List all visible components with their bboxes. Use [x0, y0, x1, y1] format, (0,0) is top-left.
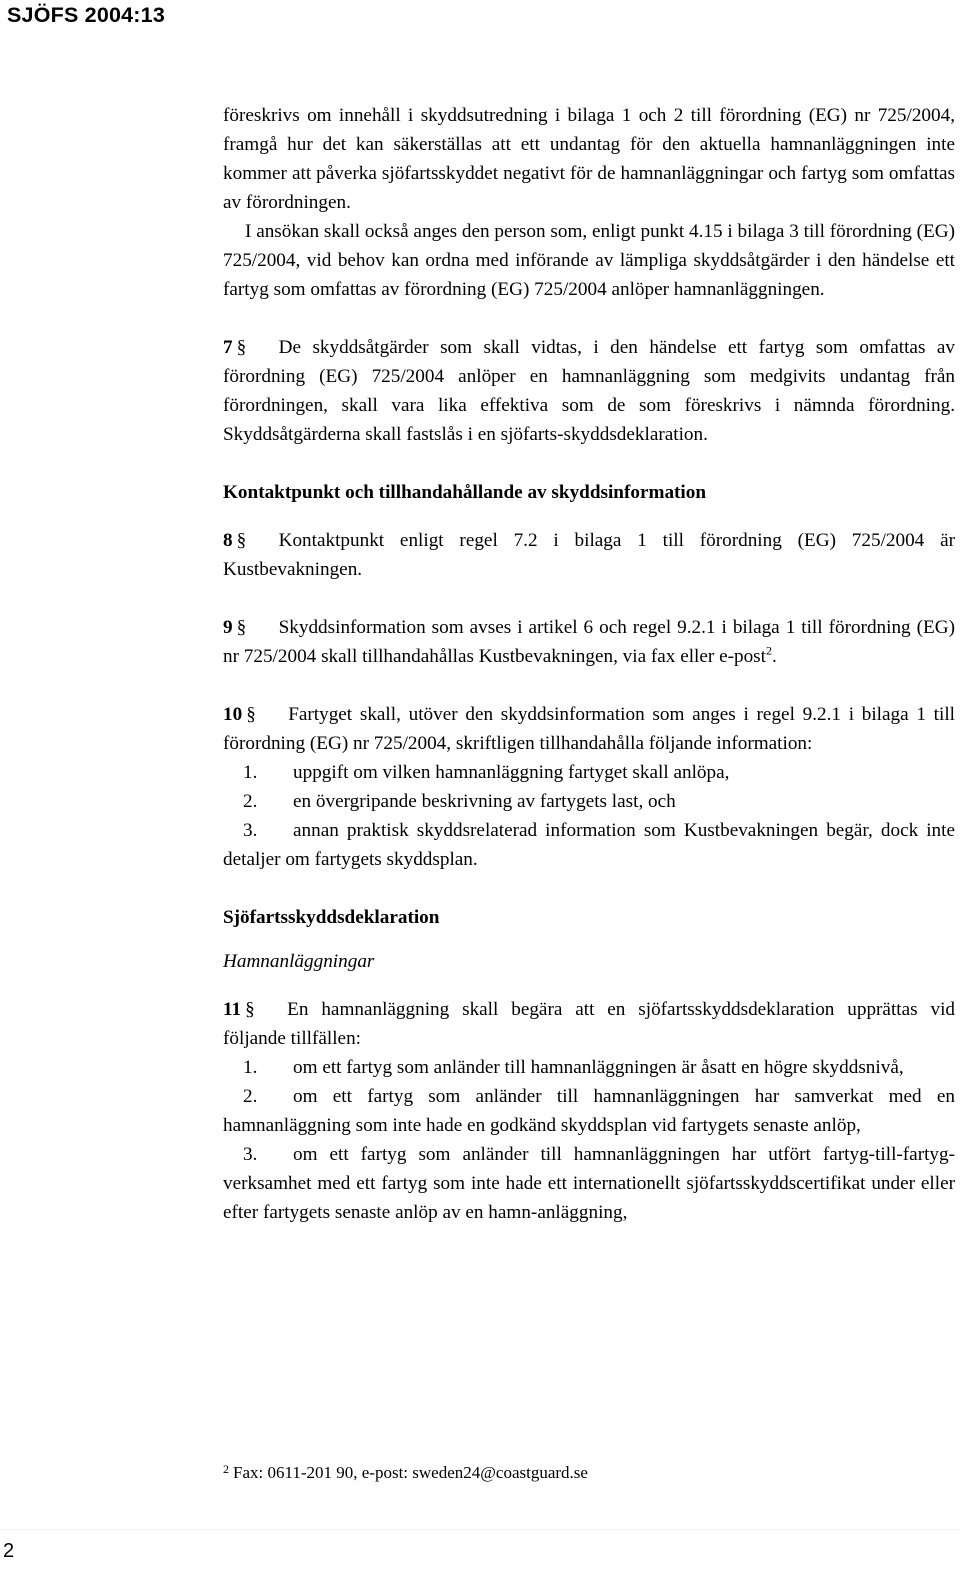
- footnote-text: Fax: 0611-201 90, e-post: sweden24@coastguard.se: [233, 1463, 588, 1482]
- list-text: en övergripande beskrivning av fartygets last, och: [293, 791, 676, 812]
- paragraph-text: En hamnanläggning skall begära att en sjöfartsskyddsdeklaration upprättas vid följande tillfällen:: [223, 999, 955, 1049]
- list-text: om ett fartyg som anländer till hamnanläggningen har samverkat med en hamnanläggning som inte hade en godkänd skyddsplan vid fartygets senaste anlöp,: [223, 1086, 955, 1136]
- paragraph-number: 9: [223, 617, 233, 638]
- paragraph-10: [223, 700, 955, 758]
- paragraph-text: Fartyget skall, utöver den skyddsinformation som anges i regel 9.2.1 i bilaga 1 till förordning (EG) nr 725/2004, skriftligen tillhandahålla följande information:: [223, 704, 955, 754]
- list-item: [223, 758, 955, 787]
- paragraph-11: [223, 995, 955, 1053]
- paragraph-number: 8: [223, 530, 233, 551]
- paragraph-text: Kontaktpunkt enligt regel 7.2 i bilaga 1 till förordning (EG) 725/2004 är Kustbevakningen.: [223, 530, 955, 580]
- paragraph-8: [223, 526, 955, 584]
- paragraph-number: 7: [223, 337, 233, 358]
- section-heading: Kontaktpunkt och tillhandahållande av skyddsinformation: [223, 482, 707, 503]
- list-number: 3.: [243, 820, 258, 841]
- intro-paragraph-2: I ansökan skall också anges den person som, enligt punkt 4.15 i bilaga 3 till förordning (EG) 725/2004, vid behov kan ordna med införande av lämpliga skyddsåtgärder i den händelse ett fartyg som omfattas av förordning (EG) 725/2004 anlöper hamnanläggningen.: [223, 221, 955, 300]
- intro-paragraph-1: föreskrivs om innehåll i skyddsutredning i bilaga 1 och 2 till förordning (EG) nr 725/2004, framgå hur det kan säkerställas att ett undantag för den aktuella hamnanläggningen inte kommer att påverka sjöfartsskyddet negativt för de hamnanläggningar och fartyg som omfattas av förordningen.: [223, 105, 955, 213]
- paragraph-text: Skyddsinformation som avses i artikel 6 och regel 9.2.1 i bilaga 1 till förordning (EG) nr 725/2004 skall tillhandahållas Kustbevakningen, via fax eller e-post: [223, 617, 955, 667]
- list-item: [223, 816, 955, 874]
- list-text: om ett fartyg som anländer till hamnanläggningen har utfört fartyg-till-fartyg-verksamhet med ett fartyg som inte hade ett internationellt sjöfartsskyddscertifikat under eller efter fartygets senaste anlöp av en hamn-anläggning,: [223, 1144, 955, 1223]
- list-number: 3.: [243, 1144, 258, 1165]
- list-text: annan praktisk skyddsrelaterad information som Kustbevakningen begär, dock inte detaljer om fartygets skyddsplan.: [223, 820, 955, 870]
- paragraph-end: .: [771, 646, 777, 667]
- paragraph-number: 10: [223, 704, 243, 725]
- list-item: [223, 1053, 955, 1082]
- section-symbol: §: [245, 999, 255, 1020]
- section-symbol: §: [236, 337, 247, 358]
- section-symbol: §: [236, 617, 247, 638]
- footnote: [223, 1462, 588, 1484]
- list-number: 2.: [243, 791, 258, 812]
- section-heading: Sjöfartsskyddsdeklaration: [223, 907, 440, 928]
- document-body: [223, 101, 955, 1227]
- section-symbol: §: [246, 704, 256, 725]
- paragraph-9: [223, 613, 955, 671]
- list-number: 1.: [243, 762, 258, 783]
- page-divider: [0, 1529, 960, 1530]
- footnote-number: 2: [223, 1462, 229, 1476]
- list-item: [223, 787, 955, 816]
- paragraph-7: [223, 333, 955, 449]
- list-number: 1.: [243, 1057, 258, 1078]
- list-item: [223, 1140, 955, 1227]
- list-text: uppgift om vilken hamnanläggning fartyget skall anlöpa,: [293, 762, 730, 783]
- paragraph-number: 11: [223, 999, 242, 1020]
- paragraph-text: De skyddsåtgärder som skall vidtas, i den händelse ett fartyg som omfattas av förordning (EG) 725/2004 anlöper en hamnanläggning som medgivits undantag från förordningen, skall vara lika effektiva som de som föreskrivs i nämnda förordning. Skyddsåtgärderna skall fastslås i en sjöfarts-skyddsdeklaration.: [223, 337, 955, 445]
- page-number: 2: [3, 1540, 15, 1562]
- subsection-heading: Hamnanläggningar: [223, 951, 375, 972]
- document-header: SJÖFS 2004:13: [7, 3, 165, 27]
- list-number: 2.: [243, 1086, 258, 1107]
- footnote-reference[interactable]: 2: [765, 643, 772, 658]
- list-text: om ett fartyg som anländer till hamnanläggningen är åsatt en högre skyddsnivå,: [293, 1057, 904, 1078]
- list-item: [223, 1082, 955, 1140]
- section-symbol: §: [236, 530, 247, 551]
